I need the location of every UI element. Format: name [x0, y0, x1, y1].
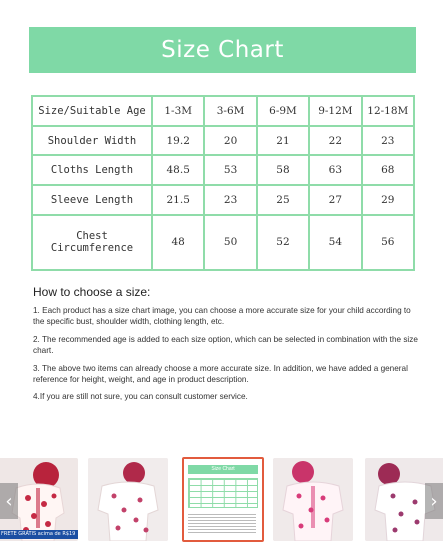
table-row-label: Chest Circumference: [32, 215, 152, 270]
chevron-left-icon[interactable]: ‹: [0, 483, 18, 519]
table-cell: 22: [309, 126, 361, 156]
howto-paragraph: 2. The recommended age is added to each size option, which can be selected in combination with the size chart.: [33, 335, 418, 355]
table-row-label: Shoulder Width: [32, 126, 152, 156]
table-cell: 21: [257, 126, 309, 156]
product-thumbnail[interactable]: [273, 458, 353, 541]
table-cell: 63: [309, 155, 361, 185]
table-cell: 25: [257, 185, 309, 215]
table-cell: 56: [362, 215, 414, 270]
table-header-cell: 12-18M: [362, 96, 414, 126]
table-header-cell: 9-12M: [309, 96, 361, 126]
table-row: [32, 155, 414, 185]
table-header-cell: 1-3M: [152, 96, 204, 126]
table-header-row: [32, 96, 414, 126]
table-cell: 23: [362, 126, 414, 156]
table-row: [32, 126, 414, 156]
table-cell: 48: [152, 215, 204, 270]
howto-paragraph: 3. The above two items can already choose a more accurate size. In addition, we have added a general reference for height, weight, and age in product description.: [33, 364, 408, 384]
table-cell: 48.5: [152, 155, 204, 185]
table-header-cell: Size/Suitable Age: [32, 96, 152, 126]
howto-title: How to choose a size:: [33, 285, 151, 299]
table-cell: 21.5: [152, 185, 204, 215]
howto-paragraph: 4.If you are still not sure, you can consult customer service.: [33, 392, 248, 401]
table-row-label: Sleeve Length: [32, 185, 152, 215]
table-cell: 58: [257, 155, 309, 185]
table-cell: 68: [362, 155, 414, 185]
product-thumbnail-selected[interactable]: [182, 457, 264, 542]
thumbnail-strip: [0, 455, 443, 546]
mini-size-chart-grid: [188, 478, 258, 508]
size-chart-title: Size Chart: [29, 27, 416, 73]
product-thumbnail[interactable]: [88, 458, 168, 541]
free-shipping-badge: FRETE GRÁTIS acima de R$19: [0, 530, 78, 539]
baby-romper-white-photo: [88, 458, 168, 541]
table-cell: 19.2: [152, 126, 204, 156]
table-row-label: Cloths Length: [32, 155, 152, 185]
howto-paragraph: 1. Each product has a size chart image, you can choose a more accurate size for your child according to the specific bust, shoulder width, clothing length, etc.: [33, 306, 411, 326]
table-row: [32, 215, 414, 270]
table-cell: 50: [204, 215, 256, 270]
table-header-cell: 3-6M: [204, 96, 256, 126]
table-cell: 52: [257, 215, 309, 270]
chevron-right-icon[interactable]: ›: [425, 483, 443, 519]
table-cell: 27: [309, 185, 361, 215]
mini-size-chart-title: Size Chart: [188, 465, 258, 474]
table-cell: 23: [204, 185, 256, 215]
table-cell: 53: [204, 155, 256, 185]
table-cell: 54: [309, 215, 361, 270]
baby-romper-pink-photo: [273, 458, 353, 541]
size-chart-table: [31, 95, 415, 271]
table-cell: 29: [362, 185, 414, 215]
table-header-cell: 6-9M: [257, 96, 309, 126]
table-row: [32, 185, 414, 215]
table-cell: 20: [204, 126, 256, 156]
mini-size-chart-text: [188, 512, 256, 534]
